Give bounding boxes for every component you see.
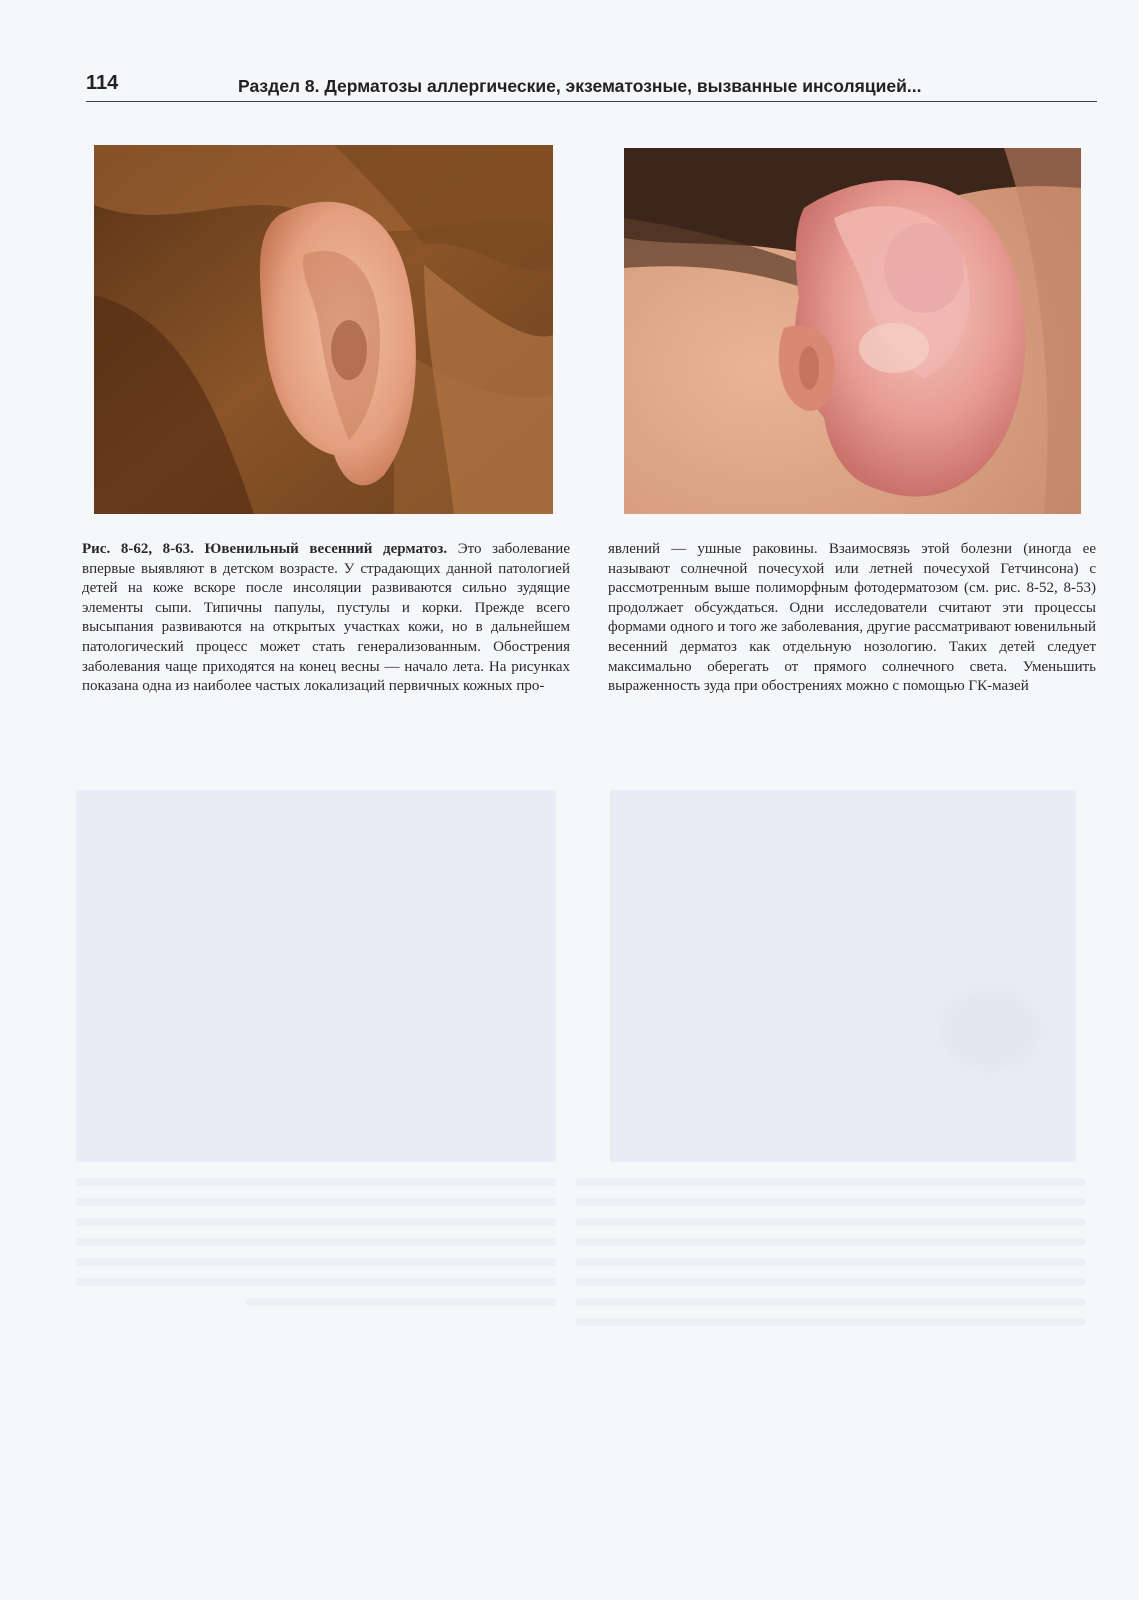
ear-photo-right bbox=[624, 148, 1081, 514]
caption-text-right: явлений — ушные раковины. Взаимосвязь этой болезни (иногда ее называют солнечной почесухой или летней почесухой Гетчинсона) с рассмотренным выше полиморфным фотодерматозом (см. рис. 8-52, 8-53) продолжает обсуждаться. Одни исследователи считают эти процессы формами одного и того же заболевания, другие рассматривают ювенильный весенний дерматоз как отдельную нозологию. Таких детей следует максимально оберегать от прямого солнечного света. Уменьшить выраженность зуда при обострениях можно с помощью ГК-мазей bbox=[608, 541, 1096, 695]
running-head: Раздел 8. Дерматозы аллергические, экзематозные, вызванные инсоляцией... bbox=[238, 76, 922, 96]
show-through-panel-right bbox=[610, 790, 1076, 1162]
caption-text-left: Это заболевание впервые выявляют в детском возрасте. У страдающих данной патологией детей на коже вскоре после инсоляции развиваются сильно зудящие элементы сыпи. Типичны папулы, пустулы и корки. Прежде всего высыпания развиваются на открытых участках кожи, но в дальнейшем патологический процесс может стать генерализованным. Обострения заболевания чаще приходятся на конец весны — начало лета. На рисунках показана одна из наиболее частых локализаций первичных кожных про- bbox=[82, 541, 570, 695]
page-number: 114 bbox=[86, 72, 119, 94]
show-through-panel-left bbox=[76, 790, 556, 1162]
figure-8-63-photo bbox=[624, 148, 1081, 514]
caption-label: Рис. 8-62, 8-63. Ювенильный весенний дерматоз. bbox=[82, 541, 448, 557]
figure-8-62-photo bbox=[94, 145, 553, 514]
header-rule bbox=[86, 101, 1097, 102]
ear-photo-left bbox=[94, 145, 553, 514]
caption-left-column bbox=[82, 540, 570, 697]
caption-right-column bbox=[608, 540, 1096, 697]
show-through-text bbox=[76, 1178, 1086, 1343]
